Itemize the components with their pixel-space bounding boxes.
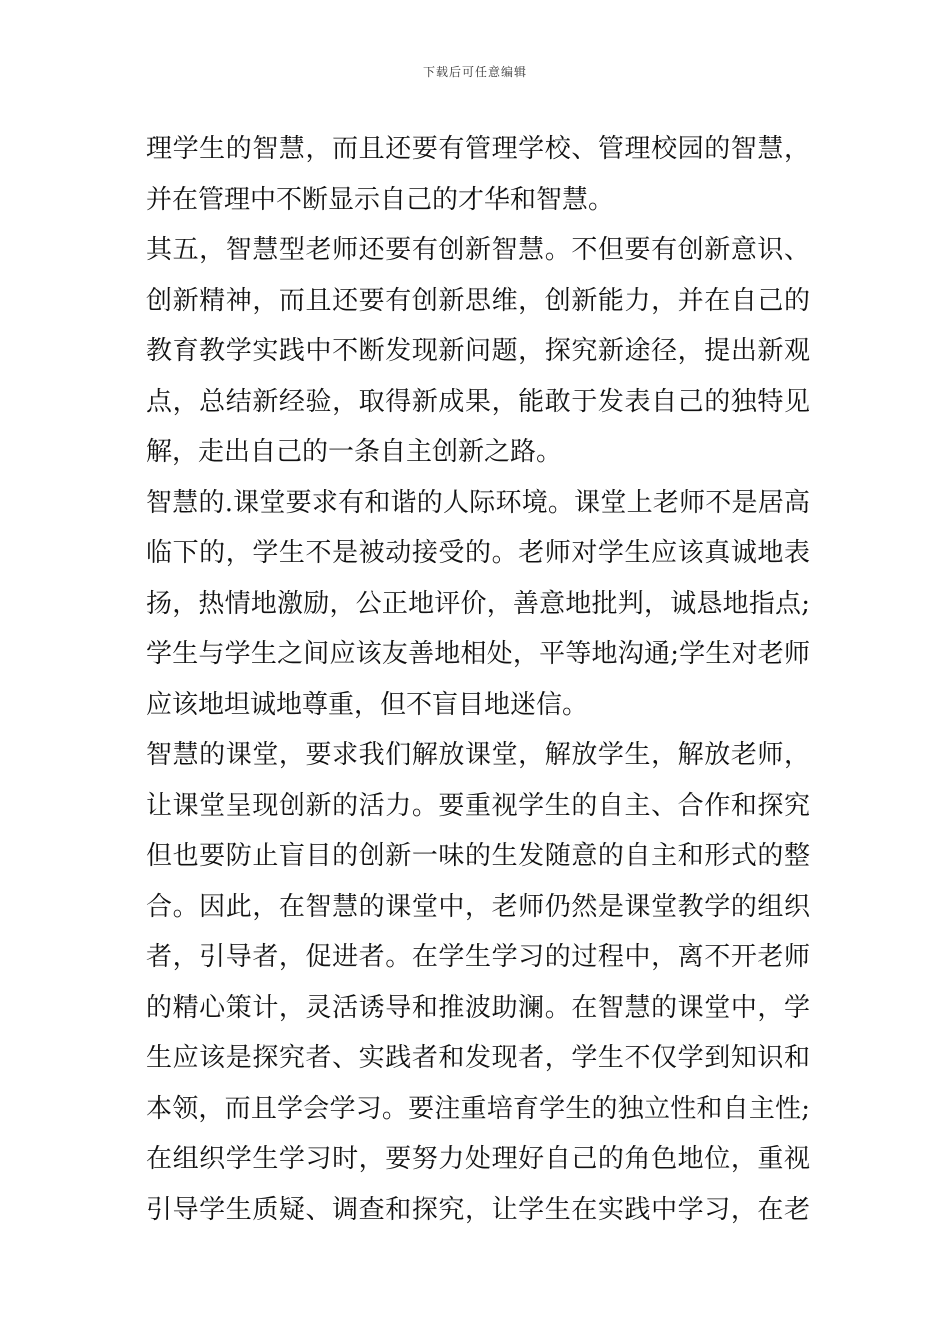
body-line: 教育教学实践中不断发现新问题，探究新途径，提出新观 bbox=[146, 336, 810, 366]
body-line: 理学生的智慧，而且还要有管理学校、管理校园的智慧， bbox=[146, 134, 810, 164]
body-line: 但也要防止盲目的创新一味的生发随意的自主和形式的整 bbox=[146, 841, 810, 871]
document-body bbox=[146, 124, 810, 1235]
body-line: 创新精神，而且还要有创新思维，创新能力，并在自己的 bbox=[146, 285, 810, 316]
body-line: 并在管理中不断显示自己的才华和智慧。 bbox=[146, 184, 615, 215]
body-line: 引导学生质疑、调查和探究，让学生在实践中学习，在老 bbox=[146, 1194, 810, 1225]
body-line: 点，总结新经验，取得新成果，能敢于发表自己的独特见 bbox=[146, 386, 810, 417]
body-line: 其五，智慧型老师还要有创新智慧。不但要有创新意识、 bbox=[146, 235, 810, 265]
body-line: 的精心策计，灵活诱导和推波助澜。在智慧的课堂中，学 bbox=[146, 992, 810, 1023]
body-line: 智慧的.课堂要求有和谐的人际环境。课堂上老师不是居高 bbox=[146, 487, 810, 518]
body-line: 扬，热情地激励，公正地评价，善意地批判，诚恳地指点; bbox=[146, 588, 810, 619]
body-line: 智慧的课堂，要求我们解放课堂，解放学生，解放老师， bbox=[146, 740, 810, 770]
page-header-note: 下载后可任意编辑 bbox=[422, 65, 527, 79]
body-line: 解，走出自己的一条自主创新之路。 bbox=[146, 437, 563, 467]
body-line: 在组织学生学习时，要努力处理好自己的角色地位，重视 bbox=[146, 1144, 810, 1174]
body-line: 者，引导者，促进者。在学生学习的过程中，离不开老师 bbox=[146, 942, 810, 972]
body-line: 本领，而且学会学习。要注重培育学生的独立性和自主性; bbox=[146, 1093, 810, 1124]
body-line: 生应该是探究者、实践者和发现者，学生不仅学到知识和 bbox=[146, 1043, 810, 1073]
body-line: 临下的，学生不是被动接受的。老师对学生应该真诚地表 bbox=[146, 538, 810, 568]
body-line: 合。因此，在智慧的课堂中，老师仍然是课堂教学的组织 bbox=[146, 891, 810, 922]
body-line: 学生与学生之间应该友善地相处，平等地沟通;学生对老师 bbox=[146, 639, 810, 669]
body-line: 让课堂呈现创新的活力。要重视学生的自主、合作和探究 bbox=[146, 790, 810, 821]
body-line: 应该地坦诚地尊重，但不盲目地迷信。 bbox=[146, 689, 589, 720]
